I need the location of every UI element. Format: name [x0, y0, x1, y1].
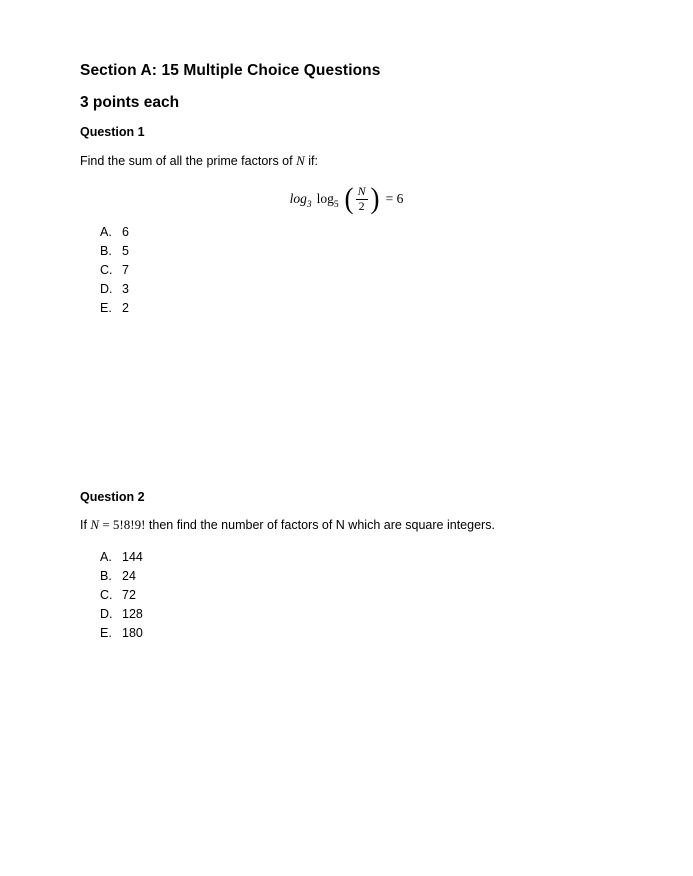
- formula-log-inner: $\log_5$: [316, 191, 339, 210]
- option-letter: B.: [100, 569, 112, 583]
- question2-prompt-prefix: If: [80, 518, 91, 532]
- option-letter: D.: [100, 282, 113, 296]
- option-row: [100, 280, 129, 299]
- formula-paren-right: ): [370, 182, 380, 215]
- option-letter: A.: [100, 550, 112, 564]
- formula-log-outer: $\log_3$: [289, 191, 312, 210]
- question2-prompt-math: = 5!8!9!: [99, 517, 146, 532]
- option-value: 7: [122, 263, 129, 277]
- question1-prompt-prefix: Find the sum of all the prime factors of: [80, 154, 297, 168]
- option-row: [100, 261, 129, 280]
- question2-prompt: [80, 517, 495, 533]
- formula-rhs: = 6: [385, 191, 404, 206]
- question1-prompt-suffix: if:: [304, 154, 318, 168]
- question2-label: Question 2: [80, 490, 145, 504]
- points-note: 3 points each: [80, 94, 180, 111]
- option-letter: B.: [100, 244, 112, 258]
- question1-options: [100, 223, 129, 318]
- option-letter: C.: [100, 588, 113, 602]
- question2-prompt-variable: N: [90, 517, 100, 532]
- option-value: 144: [122, 550, 143, 564]
- option-row: [100, 586, 143, 605]
- option-row: [100, 242, 129, 261]
- option-value: 3: [122, 282, 129, 296]
- section-heading: Section A: 15 Multiple Choice Questions: [80, 62, 381, 79]
- option-value: 128: [122, 607, 143, 621]
- option-row: [100, 548, 143, 567]
- option-letter: D.: [100, 607, 113, 621]
- option-value: 6: [122, 225, 129, 239]
- question1-prompt: [80, 153, 318, 169]
- question1-label: Question 1: [80, 125, 145, 139]
- formula-log-inner-base: 5: [333, 200, 339, 210]
- option-value: 5: [122, 244, 129, 258]
- option-value: 24: [122, 569, 136, 583]
- option-value: 2: [122, 301, 129, 315]
- formula-numerator: N: [357, 183, 366, 198]
- option-value: 72: [122, 588, 136, 602]
- option-row: [100, 299, 129, 318]
- option-row: [100, 624, 143, 643]
- question1-prompt-variable: N: [296, 153, 305, 168]
- formula-fraction: [356, 185, 368, 214]
- option-letter: E.: [100, 301, 112, 315]
- option-value: 180: [122, 626, 143, 640]
- formula-denominator: 2: [358, 198, 365, 213]
- question2-options: [100, 548, 143, 643]
- option-letter: E.: [100, 626, 112, 640]
- formula-paren-left: (: [344, 182, 354, 215]
- question1-formula: [80, 178, 613, 220]
- option-row: [100, 567, 143, 586]
- option-row: [100, 605, 143, 624]
- question2-prompt-suffix: then find the number of factors of N which are square integers.: [145, 518, 495, 532]
- option-row: [100, 223, 129, 242]
- option-letter: A.: [100, 225, 112, 239]
- formula-log-outer-base: 3: [306, 200, 312, 210]
- option-letter: C.: [100, 263, 113, 277]
